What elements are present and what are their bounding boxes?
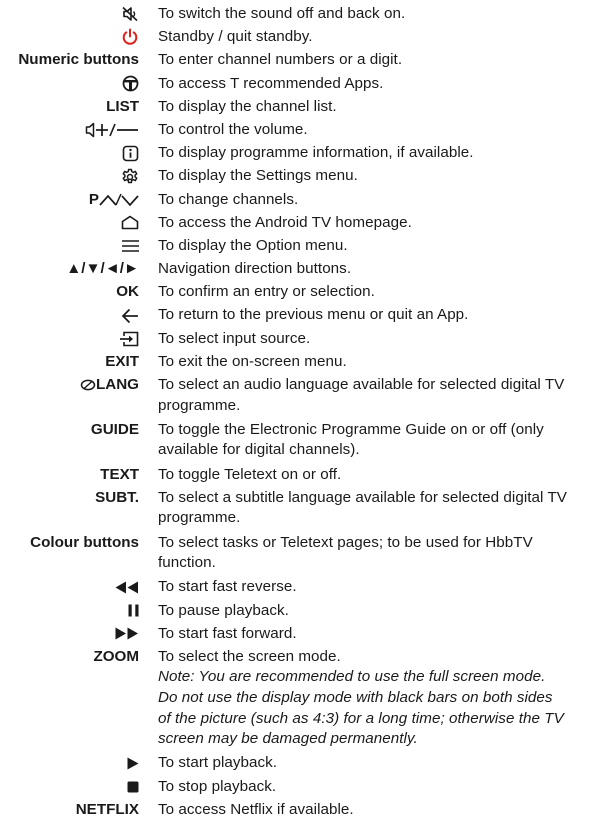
row-colour	[0, 533, 615, 574]
row-nav	[0, 259, 615, 280]
desc-list: To display the channel list.	[158, 97, 337, 115]
desc-option: To display the Option menu.	[158, 236, 348, 254]
desc-play: To start playback.	[158, 754, 278, 772]
row-play	[0, 753, 615, 774]
desc-info: To display programme information, if available.	[158, 144, 474, 162]
row-text	[0, 465, 615, 486]
menu-icon	[122, 239, 139, 253]
row-t-apps	[0, 74, 615, 95]
row-numeric	[0, 50, 615, 71]
desc-exit: To exit the on-screen menu.	[158, 352, 347, 370]
desc-subt-line-2: programme.	[158, 509, 241, 527]
key-standby	[0, 27, 139, 48]
row-info	[0, 143, 615, 164]
power-icon	[121, 28, 139, 46]
desc-colour-line-2: function.	[158, 554, 216, 572]
key-zoom: ZOOM	[93, 647, 139, 665]
desc-source: To select input source.	[158, 329, 311, 347]
zoom-note-line-4: screen may be damaged permanently.	[158, 730, 418, 748]
key-list: LIST	[106, 97, 139, 115]
desc-lang-line-2: programme.	[158, 396, 241, 414]
desc-t-apps: To access T recommended Apps.	[158, 74, 384, 92]
chevron-up-down-icon	[99, 193, 139, 207]
home-icon	[121, 215, 139, 230]
desc-lang-line-1: To select an audio language available for selected digital TV	[158, 376, 565, 393]
row-netflix	[0, 800, 615, 821]
key-forward	[0, 624, 139, 645]
volume-plus-minus-icon	[85, 122, 139, 138]
key-netflix: NETFLIX	[75, 800, 139, 818]
key-mute	[0, 4, 139, 25]
desc-forward: To start fast forward.	[158, 624, 297, 642]
key-source	[0, 329, 139, 350]
desc-netflix: To access Netflix if available.	[158, 800, 354, 818]
key-text: TEXT	[100, 465, 139, 483]
key-t-apps	[0, 74, 139, 95]
key-subt: SUBT.	[95, 488, 139, 506]
key-ok: OK	[116, 283, 139, 301]
key-nav: ▲/▼/◄/►	[66, 260, 139, 278]
fast-reverse-icon	[115, 581, 139, 594]
key-home	[0, 213, 139, 234]
row-list	[0, 97, 615, 118]
row-exit	[0, 352, 615, 373]
zoom-note-line-2: Do not use the display mode with black bars on both sides	[158, 689, 553, 707]
key-play	[0, 753, 139, 774]
desc-guide-line-2: available for digital channels).	[158, 441, 360, 459]
desc-colour-line-1: To select tasks or Teletext pages; to be used for HbbTV	[158, 533, 533, 551]
pause-icon	[128, 604, 139, 617]
key-guide: GUIDE	[90, 420, 139, 438]
desc-colour	[158, 533, 613, 574]
play-icon	[127, 757, 139, 770]
desc-back: To return to the previous menu or quit an App.	[158, 306, 469, 324]
desc-numeric: To enter channel numbers or a digit.	[158, 51, 403, 69]
row-standby	[0, 27, 615, 48]
key-pause	[0, 601, 139, 622]
desc-guide	[158, 420, 613, 461]
info-icon	[122, 145, 139, 162]
key-lang	[0, 375, 139, 396]
row-home	[0, 213, 615, 234]
key-numeric: Numeric buttons	[18, 51, 139, 69]
key-back	[0, 305, 139, 326]
row-mute	[0, 4, 615, 25]
key-channel-label: P	[88, 190, 99, 208]
desc-channel: To change channels.	[158, 190, 299, 208]
desc-volume: To control the volume.	[158, 120, 308, 138]
key-exit: EXIT	[105, 352, 139, 370]
row-pause	[0, 601, 615, 622]
desc-lang	[158, 375, 613, 416]
lang-icon	[80, 379, 96, 391]
row-forward	[0, 624, 615, 645]
row-ok	[0, 282, 615, 303]
desc-subt	[158, 488, 613, 529]
desc-pause: To pause playback.	[158, 601, 289, 619]
zoom-note-line-1: Note: You are recommended to use the full screen mode.	[158, 668, 546, 686]
fast-forward-icon	[115, 627, 139, 640]
desc-standby: Standby / quit standby.	[158, 28, 313, 46]
desc-home: To access the Android TV homepage.	[158, 213, 412, 231]
row-option	[0, 236, 615, 257]
row-back	[0, 305, 615, 326]
desc-guide-line-1: To toggle the Electronic Programme Guide on or off (only	[158, 420, 544, 438]
mute-icon	[121, 6, 139, 22]
key-rewind	[0, 577, 139, 598]
row-stop	[0, 777, 615, 798]
row-rewind	[0, 577, 615, 598]
desc-nav: Navigation direction buttons.	[158, 260, 352, 278]
key-channel	[0, 190, 139, 211]
desc-subt-line-1: To select a subtitle language available for selected digital TV	[158, 488, 567, 506]
desc-mute: To switch the sound off and back on.	[158, 5, 406, 22]
desc-rewind: To start fast reverse.	[158, 578, 297, 596]
desc-zoom	[158, 647, 613, 750]
desc-stop: To stop playback.	[158, 777, 277, 795]
desc-settings: To display the Settings menu.	[158, 167, 358, 185]
row-channel	[0, 190, 615, 211]
zoom-note-line-3: of the picture (such as 4:3) for a long time; otherwise the TV	[158, 709, 564, 727]
row-subt	[0, 488, 615, 529]
row-lang	[0, 375, 615, 416]
row-volume	[0, 120, 615, 141]
key-volume	[0, 120, 139, 141]
desc-text: To toggle Teletext on or off.	[158, 465, 342, 483]
key-stop	[0, 777, 139, 798]
row-source	[0, 329, 615, 350]
key-info	[0, 143, 139, 164]
key-colour: Colour buttons	[30, 533, 139, 551]
desc-zoom-main: To select the screen mode.	[158, 647, 341, 665]
key-settings	[0, 166, 139, 187]
key-lang-label: LANG	[95, 376, 139, 393]
remote-control-key-table	[0, 4, 615, 823]
stop-icon	[127, 781, 139, 793]
desc-ok: To confirm an entry or selection.	[158, 283, 375, 301]
key-option	[0, 236, 139, 257]
input-source-icon	[119, 331, 139, 347]
back-arrow-icon	[121, 308, 139, 324]
row-guide	[0, 420, 615, 461]
t-logo-icon	[122, 75, 139, 92]
row-settings	[0, 166, 615, 187]
gear-icon	[121, 168, 139, 186]
row-zoom	[0, 647, 615, 750]
